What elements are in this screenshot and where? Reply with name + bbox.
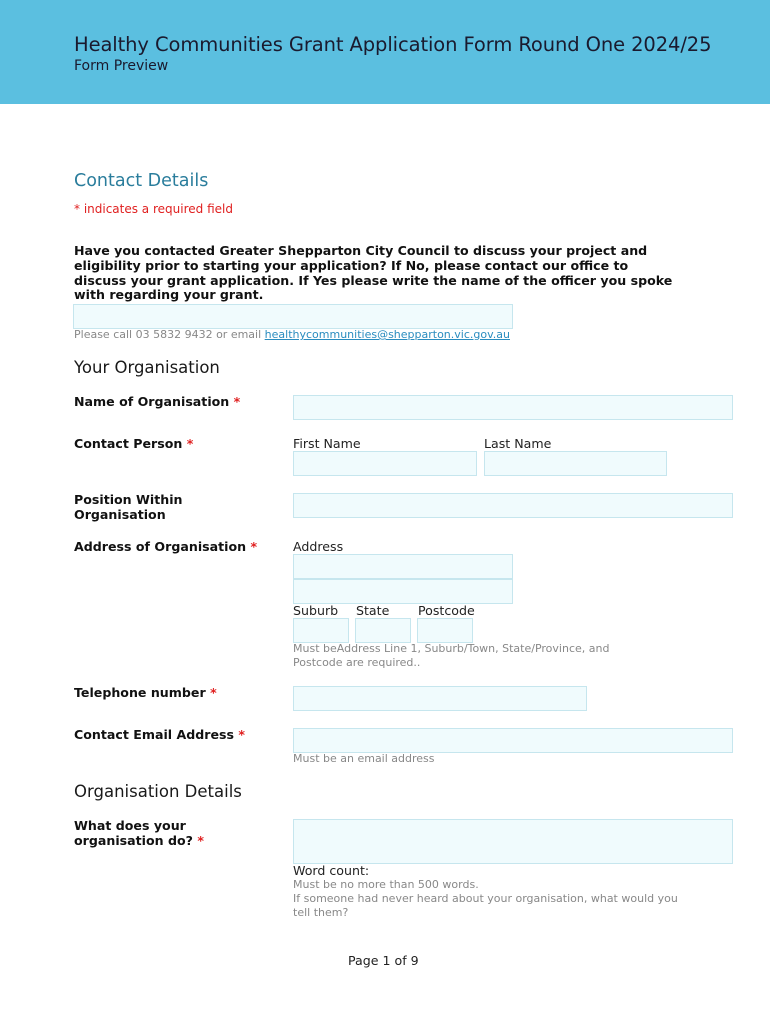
contact-help-text bbox=[74, 328, 510, 342]
contact-help-prefix: Please call 03 5832 9432 or email bbox=[74, 328, 265, 341]
first-name-label: First Name bbox=[293, 436, 361, 451]
telephone-label bbox=[74, 685, 217, 700]
required-star: * bbox=[186, 436, 194, 451]
position-label: Position Within Organisation bbox=[74, 492, 183, 522]
council-officer-input[interactable] bbox=[73, 304, 513, 329]
address-label bbox=[74, 539, 264, 554]
organisation-name-input[interactable] bbox=[293, 395, 733, 420]
address-label-text: Address of Organisation bbox=[74, 539, 247, 554]
help-email-link[interactable]: healthycommunities@shepparton.vic.gov.au bbox=[264, 328, 510, 341]
required-field-note: * indicates a required field bbox=[74, 202, 233, 216]
email-input[interactable] bbox=[293, 728, 733, 753]
section-heading-contact-details: Contact Details bbox=[74, 171, 209, 191]
address-sublabel: Address bbox=[293, 539, 344, 554]
form-subtitle: Form Preview bbox=[74, 58, 169, 74]
form-title: Healthy Communities Grant Application Form Round One 2024/25 bbox=[74, 33, 712, 56]
organisation-name-label bbox=[74, 394, 240, 409]
council-contact-question: Have you contacted Greater Shepparton City Council to discuss your project and eligibility prior to starting your application? If No, please contact our office to discuss your grant application. If Yes please write the name of the officer you spoke with regarding your grant. bbox=[74, 243, 673, 303]
first-name-input[interactable] bbox=[293, 451, 477, 476]
section-heading-your-organisation: Your Organisation bbox=[74, 358, 220, 377]
contact-person-label bbox=[74, 436, 193, 451]
contact-person-label-text: Contact Person bbox=[74, 436, 183, 451]
position-input[interactable] bbox=[293, 493, 733, 518]
address-line2-input[interactable] bbox=[293, 579, 513, 604]
page-number: Page 1 of 9 bbox=[348, 953, 419, 968]
organisation-activity-label bbox=[74, 818, 224, 848]
state-label: State bbox=[356, 603, 390, 618]
required-star: * bbox=[233, 394, 241, 409]
organisation-help-text: If someone had never heard about your organisation, what would you tell them? bbox=[293, 892, 678, 919]
email-label bbox=[74, 727, 245, 742]
organisation-activity-label-text: What does your organisation do? bbox=[74, 818, 193, 848]
telephone-label-text: Telephone number bbox=[74, 685, 206, 700]
address-line1-input[interactable] bbox=[293, 554, 513, 579]
required-star: * bbox=[250, 539, 258, 554]
address-help-text: Must beAddress Line 1, Suburb/Town, State/Province, and Postcode are required.. bbox=[293, 642, 610, 669]
last-name-label: Last Name bbox=[484, 436, 552, 451]
suburb-input[interactable] bbox=[293, 618, 349, 643]
organisation-activity-textarea[interactable] bbox=[293, 819, 733, 864]
suburb-label: Suburb bbox=[293, 603, 339, 618]
state-input[interactable] bbox=[355, 618, 411, 643]
email-label-text: Contact Email Address bbox=[74, 727, 235, 742]
required-star: * bbox=[197, 833, 204, 848]
required-star: * bbox=[210, 685, 217, 700]
section-heading-organisation-details: Organisation Details bbox=[74, 782, 242, 801]
word-limit-help: Must be no more than 500 words. bbox=[293, 878, 479, 891]
postcode-input[interactable] bbox=[417, 618, 473, 643]
form-header bbox=[0, 0, 770, 104]
telephone-input[interactable] bbox=[293, 686, 587, 711]
last-name-input[interactable] bbox=[484, 451, 667, 476]
email-help-text: Must be an email address bbox=[293, 752, 435, 765]
word-count-label: Word count: bbox=[293, 863, 370, 878]
postcode-label: Postcode bbox=[418, 603, 475, 618]
organisation-name-label-text: Name of Organisation bbox=[74, 394, 230, 409]
required-star: * bbox=[238, 727, 245, 742]
